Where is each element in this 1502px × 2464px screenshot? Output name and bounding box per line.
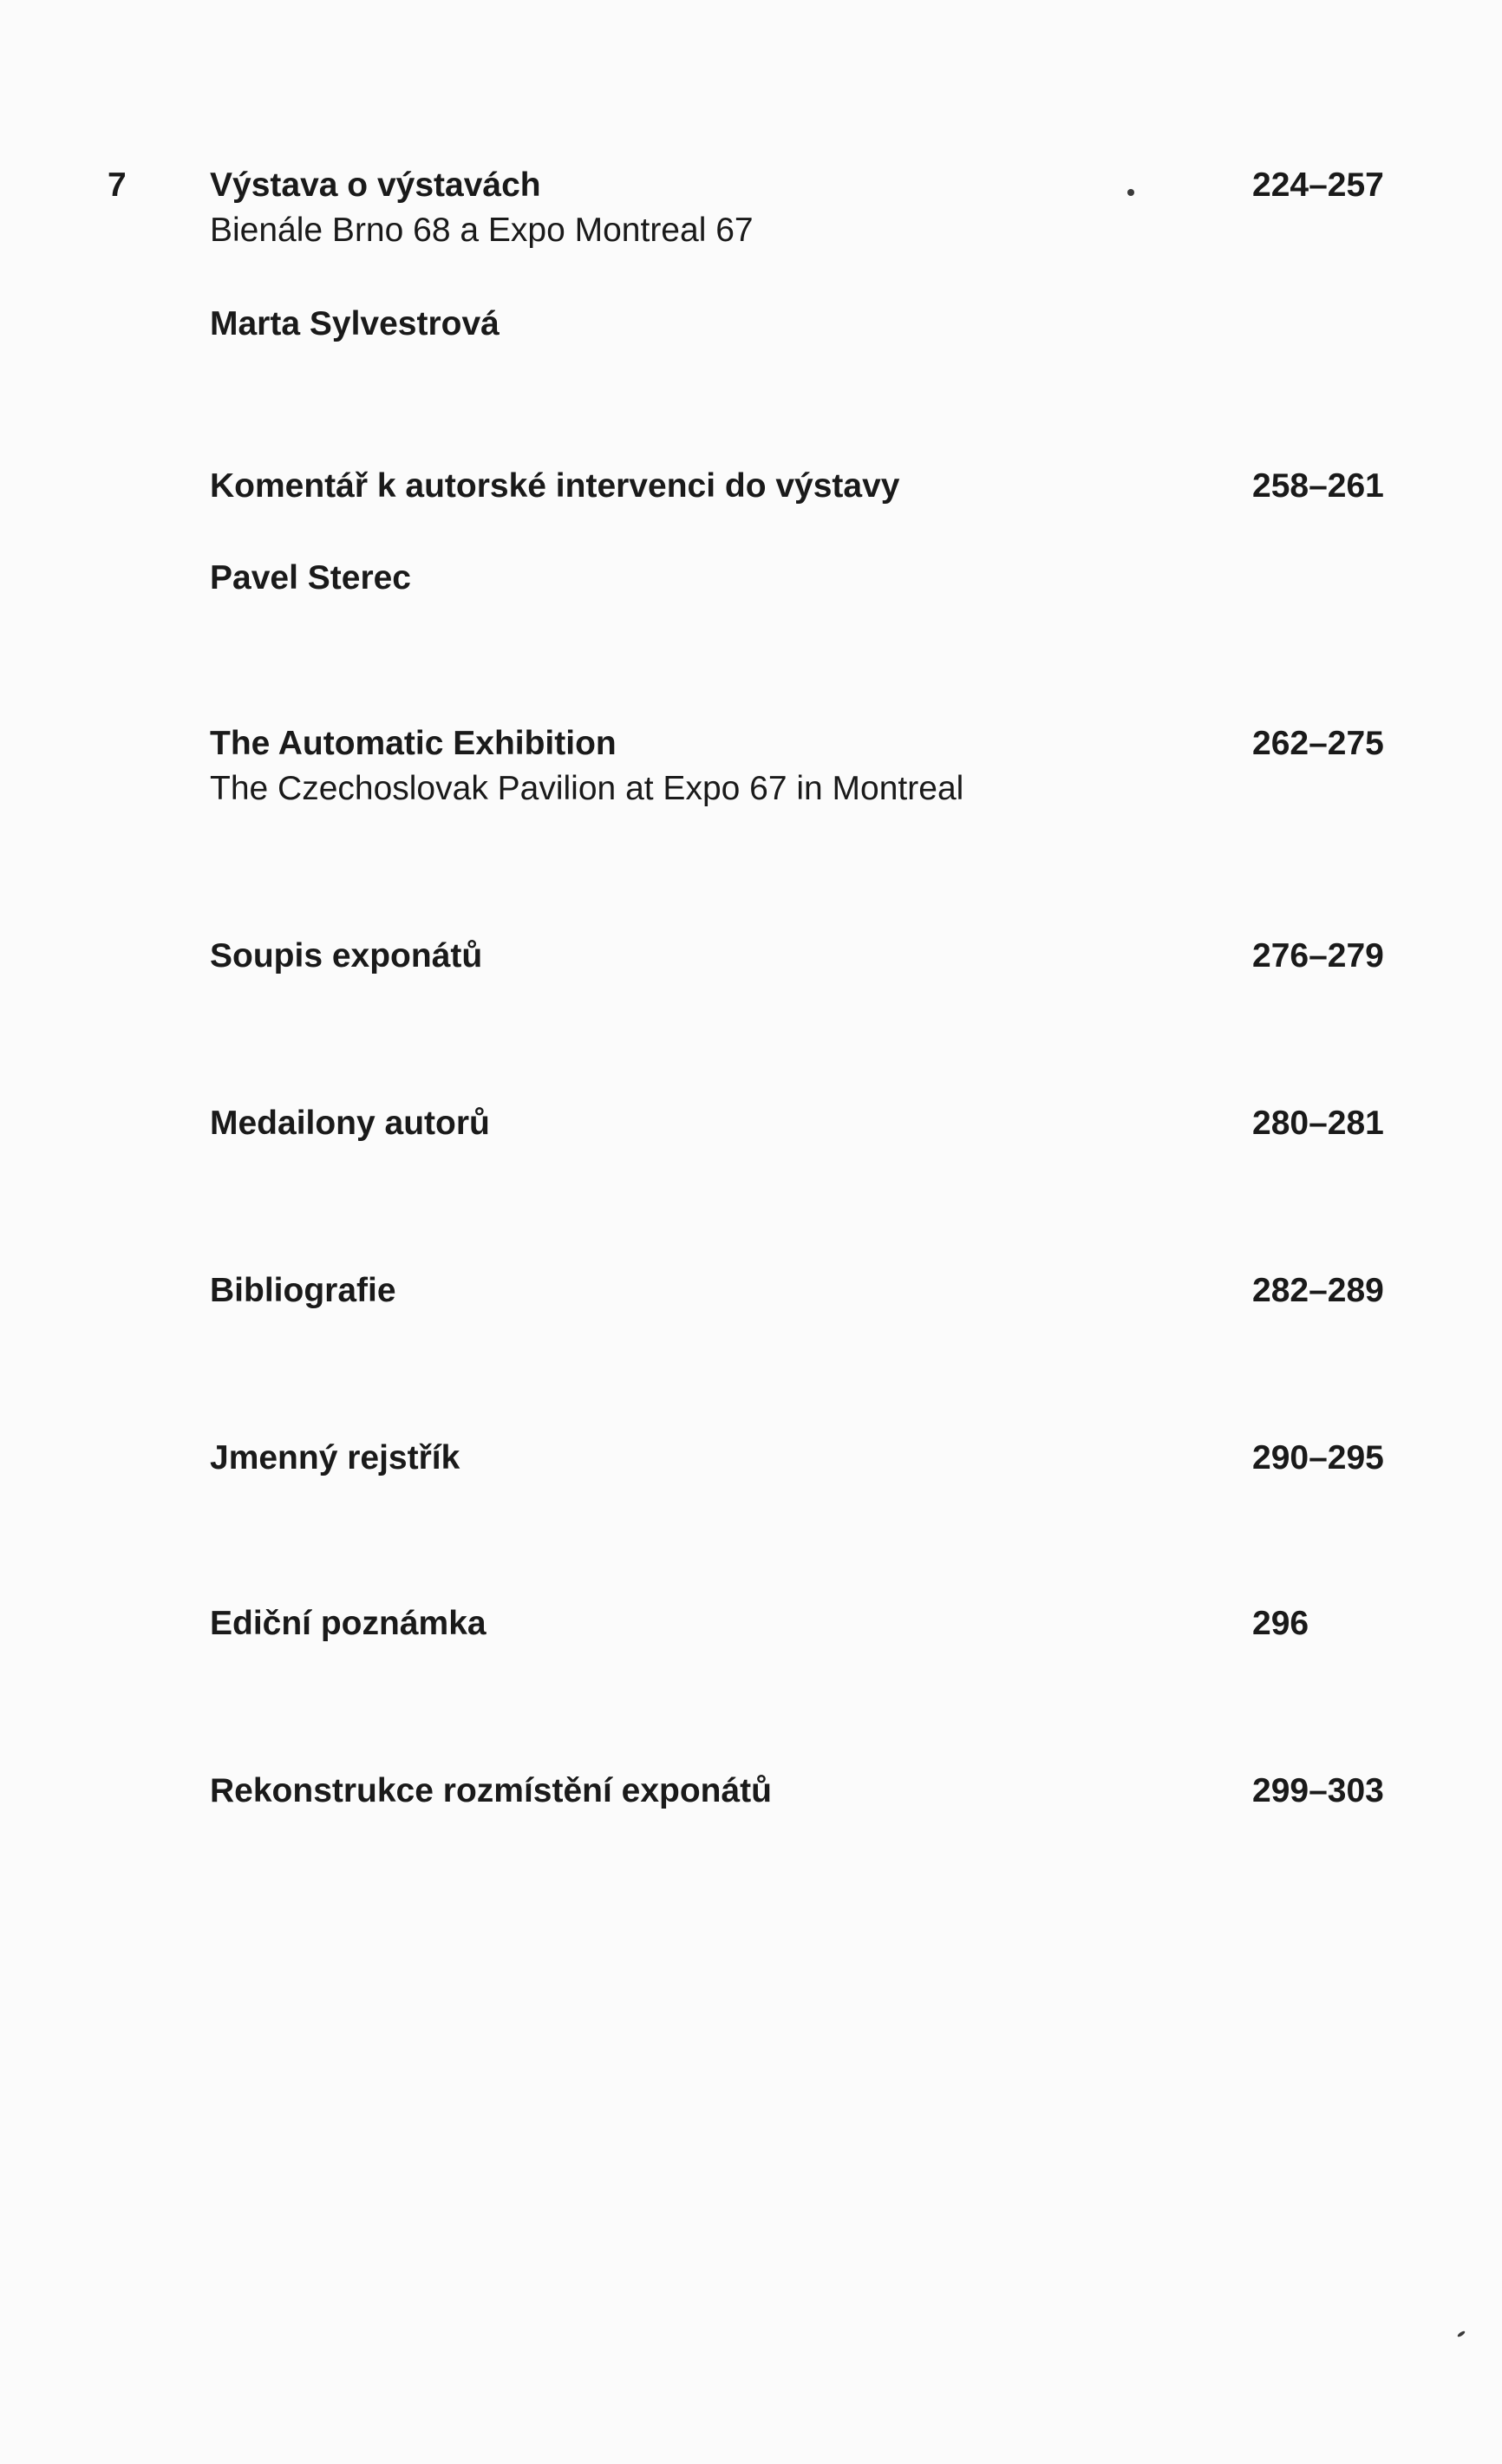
entry-subtitle: The Czechoslovak Pavilion at Expo 67 in Montreal: [210, 770, 964, 807]
entry-author: Pavel Sterec: [210, 559, 412, 596]
chapter-number: 7: [108, 166, 127, 204]
entry-title: The Automatic Exhibition: [210, 725, 617, 762]
entry-title: Ediční poznámka: [210, 1605, 487, 1642]
entry-title: Komentář k autorské intervenci do výstavy: [210, 467, 900, 505]
ink-speck: [1127, 189, 1134, 196]
entry-pages: 282–289: [1252, 1272, 1384, 1309]
entry-author: Marta Sylvestrová: [210, 305, 500, 342]
entry-pages: 224–257: [1252, 166, 1384, 204]
entry-title: Jmenný rejstřík: [210, 1439, 460, 1476]
entry-pages: 290–295: [1252, 1439, 1384, 1476]
entry-pages: 296: [1252, 1605, 1309, 1642]
entry-title: Soupis exponátů: [210, 937, 483, 975]
entry-title: Bibliografie: [210, 1272, 396, 1309]
entry-pages: 299–303: [1252, 1772, 1384, 1809]
entry-pages: 276–279: [1252, 937, 1384, 975]
entry-pages: 262–275: [1252, 725, 1384, 762]
entry-title: Rekonstrukce rozmístění exponátů: [210, 1772, 772, 1809]
ink-speck: [1457, 2330, 1466, 2337]
entry-pages: 258–261: [1252, 467, 1384, 505]
entry-subtitle: Bienále Brno 68 a Expo Montreal 67: [210, 212, 754, 249]
entry-title: Medailony autorů: [210, 1105, 490, 1142]
entry-pages: 280–281: [1252, 1105, 1384, 1142]
entry-title: Výstava o výstavách: [210, 166, 541, 204]
